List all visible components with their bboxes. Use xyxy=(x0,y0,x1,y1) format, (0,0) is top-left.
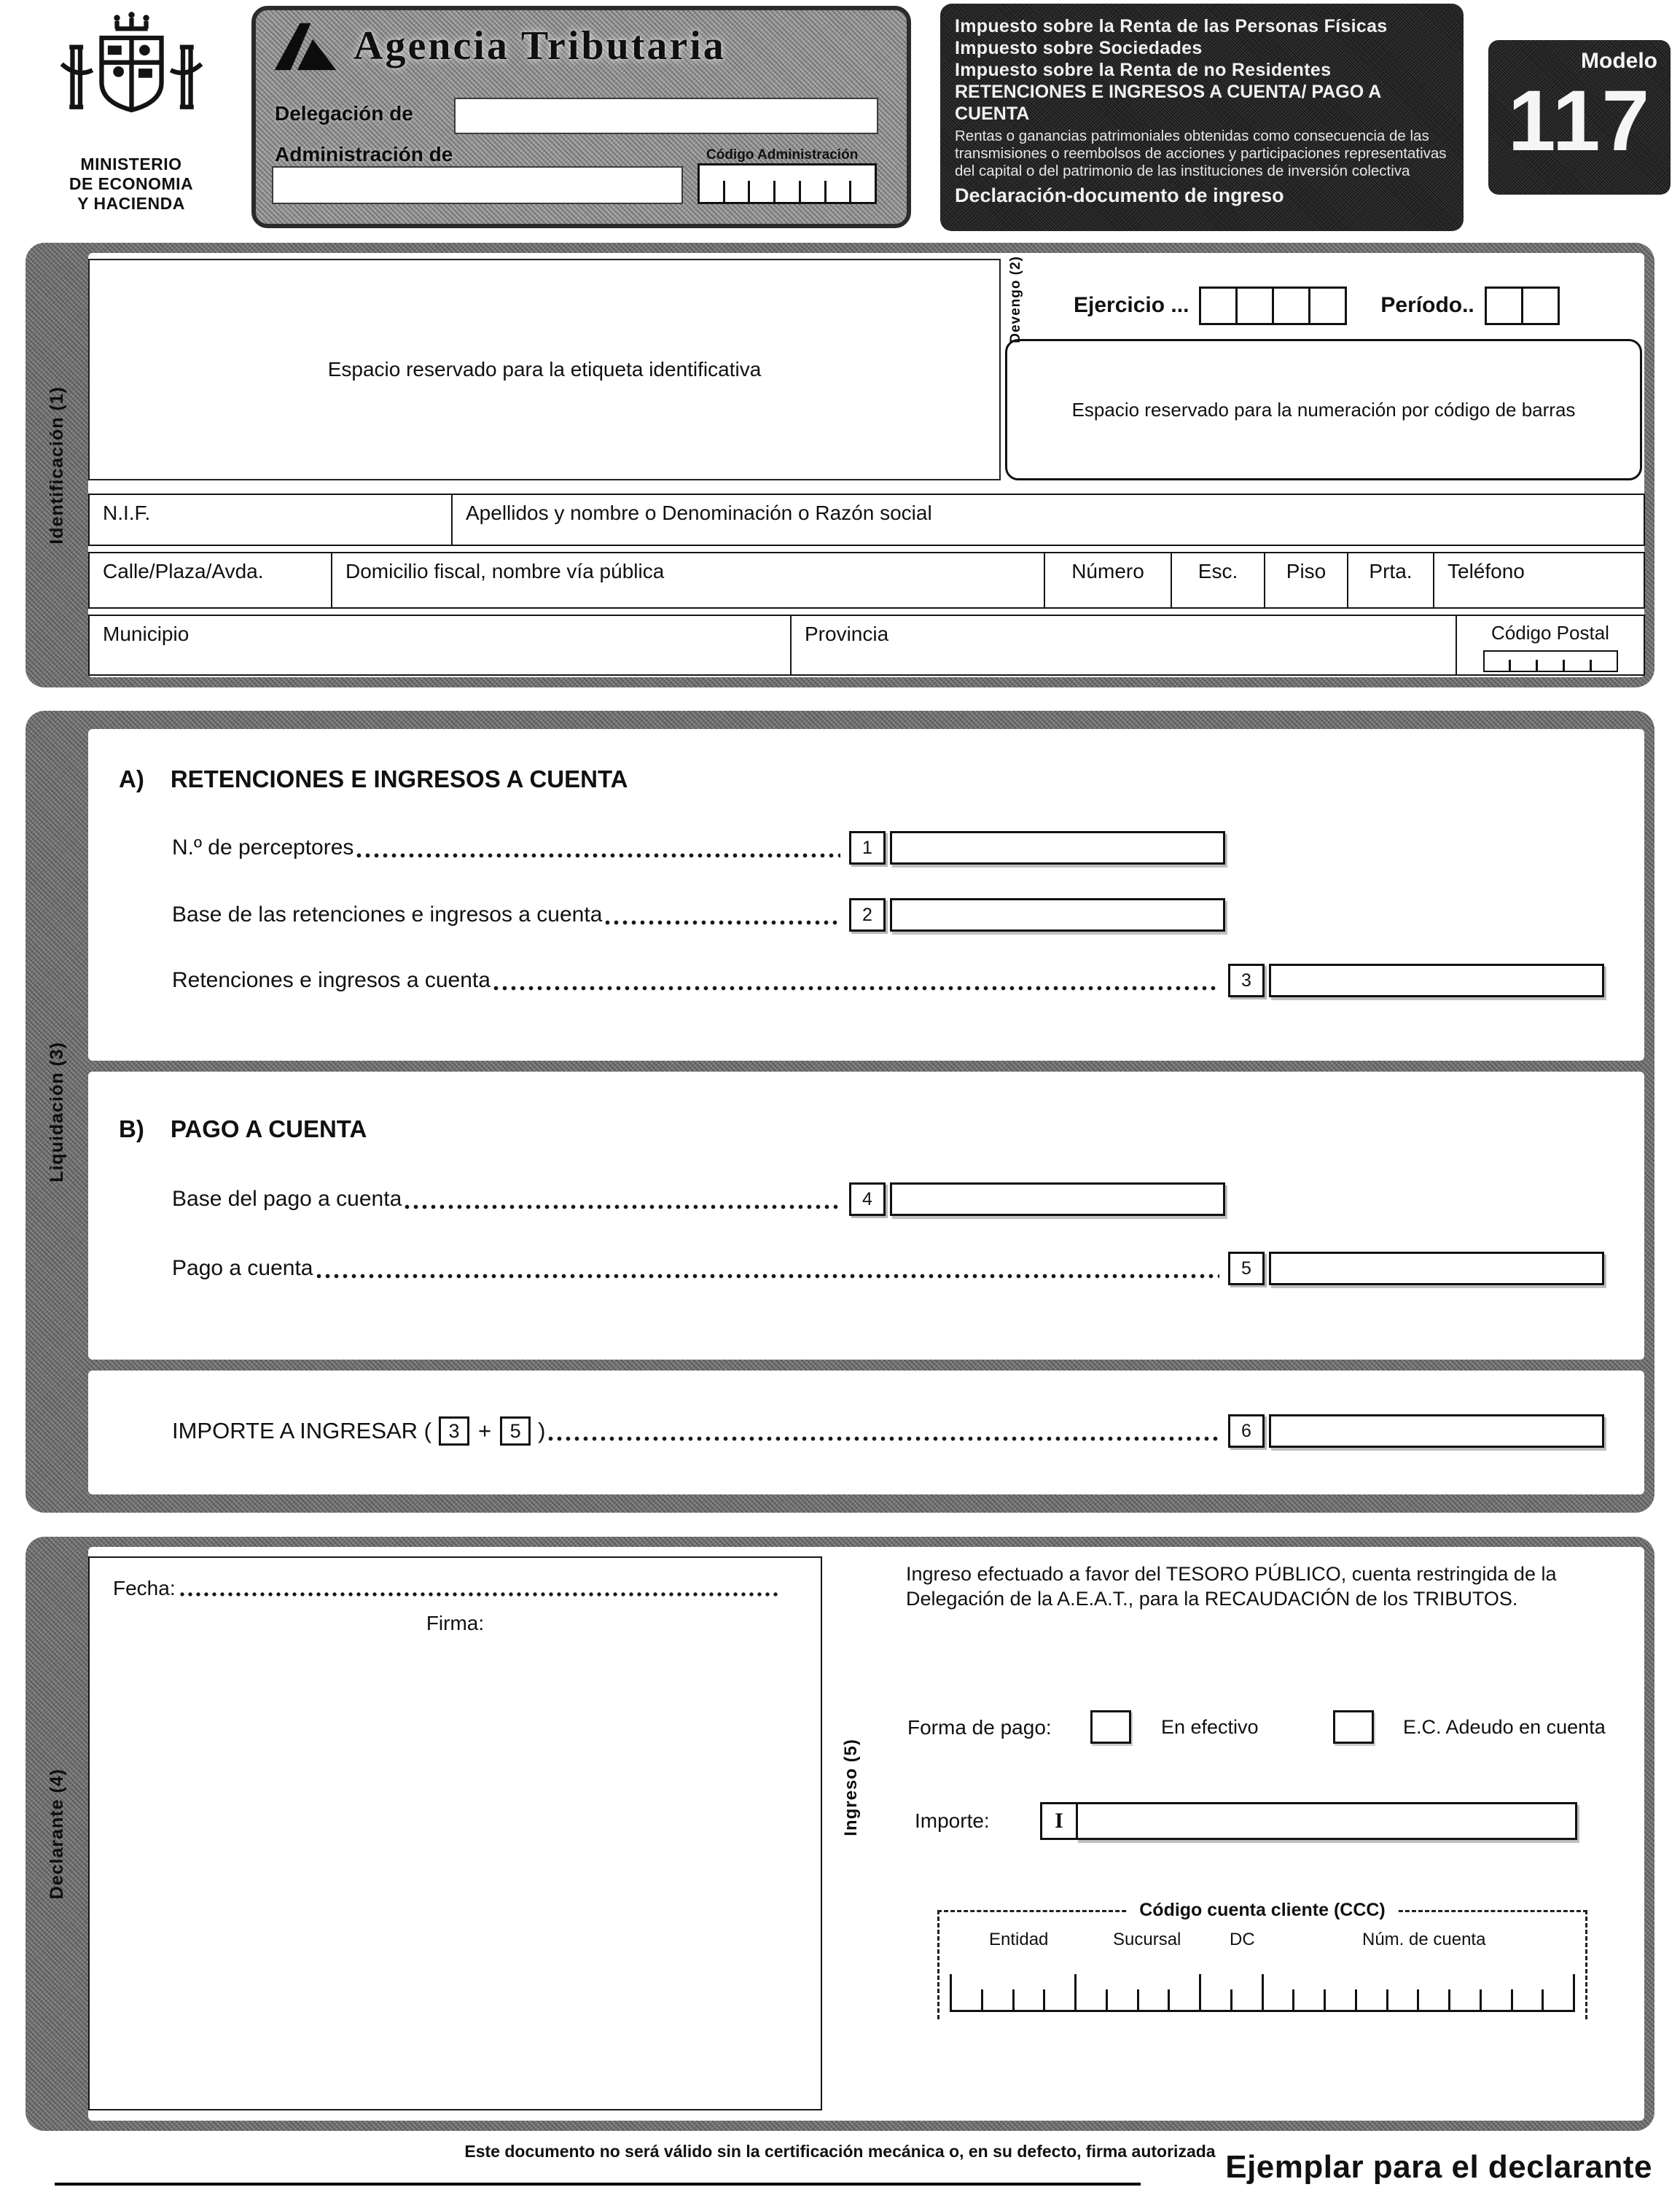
ejercicio-label: Ejercicio ... xyxy=(1074,293,1189,317)
comb-cell[interactable] xyxy=(1294,1974,1324,2010)
comb-cell[interactable] xyxy=(851,165,875,202)
municipio-label: Municipio xyxy=(103,623,190,645)
comb-cell[interactable] xyxy=(1201,1974,1230,2010)
fecha-row xyxy=(113,1574,788,1603)
comb-cell[interactable] xyxy=(1513,1974,1542,2010)
validity-note: Este documento no será válido sin la certificación mecánica o, en su defecto, firma autorizada xyxy=(464,2142,1216,2161)
modelo-box xyxy=(1488,40,1671,195)
section-a-letter: A) xyxy=(119,765,144,792)
sucursal-label: Sucursal xyxy=(1113,1930,1181,1949)
comb-cell[interactable] xyxy=(1045,1974,1074,2010)
efectivo-checkbox[interactable] xyxy=(1090,1710,1131,1744)
row-base-retenciones xyxy=(172,897,1604,933)
row-base-pago xyxy=(172,1181,1604,1217)
periodo-cells xyxy=(1485,286,1560,325)
codigo-administracion-comb xyxy=(698,163,877,204)
ingreso-side-text: Ingreso (5) xyxy=(841,1739,861,1836)
base-retenciones-label: Base de las retenciones e ingresos a cuenta xyxy=(172,903,603,927)
bottom-rule xyxy=(55,2183,1141,2186)
importe-currency-box: I xyxy=(1040,1802,1078,1840)
fecha-label: Fecha: xyxy=(113,1577,176,1599)
field-4-number: 4 xyxy=(849,1182,886,1216)
delegacion-input[interactable] xyxy=(454,98,878,134)
piso-label: Piso xyxy=(1286,560,1327,582)
periodo-label: Período.. xyxy=(1380,293,1474,317)
comb-cell[interactable] xyxy=(1388,1974,1418,2010)
nif-cell[interactable] xyxy=(88,494,453,546)
ccc-area xyxy=(937,1900,1587,2019)
comb-cell[interactable] xyxy=(1015,1974,1044,2010)
comb-cell[interactable] xyxy=(1485,652,1509,671)
retenciones-label: Retenciones e ingresos a cuenta xyxy=(172,968,491,992)
copy-label: Ejemplar para el declarante xyxy=(1225,2149,1652,2187)
entidad-label: Entidad xyxy=(989,1930,1049,1949)
comb-cell[interactable] xyxy=(983,1974,1012,2010)
dot-leader xyxy=(493,964,1219,997)
section-declarante xyxy=(26,1537,1654,2131)
comb-cell[interactable] xyxy=(1419,1974,1448,2010)
ejercicio-cell[interactable] xyxy=(1235,286,1274,325)
esc-label: Esc. xyxy=(1198,560,1238,582)
ingreso-side-label xyxy=(839,1685,864,1890)
row-importe-ingresar xyxy=(172,1413,1604,1449)
barcode-text: Espacio reservado para la numeración por código de barras xyxy=(1071,398,1576,421)
declarante-body xyxy=(88,1547,1644,2121)
section-a-title: RETENCIONES E INGRESOS A CUENTA xyxy=(170,765,628,792)
numero-label: Número xyxy=(1071,560,1144,582)
ejercicio-cell[interactable] xyxy=(1308,286,1347,325)
administracion-input[interactable] xyxy=(272,166,683,204)
comb-cell[interactable] xyxy=(1592,652,1617,671)
nif-row xyxy=(88,494,1645,546)
agency-title: Agencia Tributaria xyxy=(353,23,726,69)
importe-box xyxy=(88,1371,1644,1494)
comb-cell[interactable] xyxy=(1170,1974,1199,2010)
provincia-cell[interactable] xyxy=(790,615,1457,676)
calle-cell[interactable] xyxy=(88,552,332,609)
modelo-number: 117 xyxy=(1507,73,1652,169)
ingreso-notice: Ingreso efectuado a favor del TESORO PÚBLICO, cuenta restringida de la Delegación de la A.E.A.T., para la RECAUDACIÓN de los TRIBUTOS. xyxy=(906,1563,1557,1610)
perceptores-input[interactable] xyxy=(890,831,1225,865)
ejercicio-cells xyxy=(1199,286,1347,325)
base-pago-label: Base del pago a cuenta xyxy=(172,1187,402,1211)
ministry-line-2: DE ECONOMIA xyxy=(69,174,194,193)
apellidos-cell[interactable] xyxy=(451,494,1645,546)
comb-cell[interactable] xyxy=(1482,1974,1511,2010)
comb-cell[interactable] xyxy=(1565,652,1590,671)
comb-cell[interactable] xyxy=(1357,1974,1386,2010)
importe-ingresar-label: IMPORTE A INGRESAR ( xyxy=(172,1418,432,1443)
identificacion-body xyxy=(88,253,1644,677)
forma-pago-label: Forma de pago: xyxy=(907,1716,1052,1739)
ref-box-3: 3 xyxy=(439,1416,469,1446)
retenciones-box xyxy=(88,729,1644,1061)
ref-box-5: 5 xyxy=(500,1416,531,1446)
dot-leader xyxy=(548,1414,1219,1448)
adeudo-checkbox[interactable] xyxy=(1333,1710,1374,1744)
dot-leader xyxy=(605,898,840,932)
importe-label: Importe: xyxy=(915,1809,990,1832)
field-1-number: 1 xyxy=(849,831,886,865)
form-subject: RETENCIONES E INGRESOS A CUENTA/ PAGO A CUENTA xyxy=(955,82,1381,124)
row-retenciones xyxy=(172,962,1604,999)
dot-leader xyxy=(316,1252,1220,1285)
nif-label: N.I.F. xyxy=(103,502,151,524)
section-b-letter: B) xyxy=(119,1115,144,1142)
devengo-side-label xyxy=(1005,257,1027,342)
municipio-row xyxy=(88,615,1645,676)
dot-leader xyxy=(356,831,840,865)
comb-cell[interactable] xyxy=(952,1974,981,2010)
perceptores-label: N.º de perceptores xyxy=(172,835,354,859)
declarante-side-label xyxy=(26,1537,88,2131)
delegacion-label: Delegación de xyxy=(275,102,413,125)
ministry-block xyxy=(29,9,233,214)
calle-label: Calle/Plaza/Avda. xyxy=(103,560,264,582)
liquidacion-side-text: Liquidación (3) xyxy=(46,1041,67,1182)
comb-cell[interactable] xyxy=(1232,1974,1262,2010)
prta-label: Prta. xyxy=(1369,560,1413,582)
comb-cell[interactable] xyxy=(827,165,850,202)
pago-cuenta-box xyxy=(88,1072,1644,1360)
fecha-line xyxy=(180,1576,779,1601)
comb-cell[interactable] xyxy=(1326,1974,1355,2010)
firma-label: Firma: xyxy=(426,1612,485,1634)
dot-leader xyxy=(405,1182,840,1216)
liquidacion-side-label xyxy=(26,711,88,1513)
field-2-number: 2 xyxy=(849,898,886,932)
fecha-firma-area[interactable] xyxy=(88,1556,822,2110)
comb-cell[interactable] xyxy=(1139,1974,1168,2010)
comb-cell[interactable] xyxy=(750,165,773,202)
section-b-title: PAGO A CUENTA xyxy=(170,1115,367,1142)
comb-cell[interactable] xyxy=(1450,1974,1480,2010)
spain-coat-of-arms-icon xyxy=(50,9,214,155)
ejercicio-periodo-row xyxy=(1074,285,1560,326)
ccc-title: Código cuenta cliente (CCC) xyxy=(1128,1900,1397,1921)
ccc-comb xyxy=(950,1974,1575,2012)
comb-cell[interactable] xyxy=(801,165,824,202)
comb-cell[interactable] xyxy=(725,165,749,202)
domicilio-cell[interactable] xyxy=(331,552,1045,609)
agency-header-box xyxy=(251,6,911,228)
tax-concepts-box xyxy=(940,4,1464,231)
importe-input[interactable] xyxy=(1076,1802,1577,1840)
piso-cell[interactable] xyxy=(1264,552,1348,609)
prta-cell[interactable] xyxy=(1347,552,1434,609)
municipio-cell[interactable] xyxy=(88,615,792,676)
telefono-cell[interactable] xyxy=(1433,552,1645,609)
base-retenciones-input[interactable] xyxy=(890,898,1225,932)
section-liquidacion xyxy=(26,711,1654,1513)
comb-cell[interactable] xyxy=(700,165,723,202)
devengo-text: Devengo (2) xyxy=(1008,256,1023,343)
ministry-name xyxy=(29,155,233,214)
etiqueta-area xyxy=(88,259,1001,480)
identificacion-side-text: Identificación (1) xyxy=(46,386,67,545)
form-description: Rentas o ganancias patrimoniales obtenidas como consecuencia de las transmisiones o reembolsos de acciones y participaciones representativas del capital o del patrimonio de las instituciones de inversión colectiva xyxy=(955,128,1447,179)
ministry-line-3: Y HACIENDA xyxy=(77,194,185,213)
esc-cell[interactable] xyxy=(1171,552,1265,609)
periodo-cell[interactable] xyxy=(1521,286,1560,325)
ministry-line-1: MINISTERIO xyxy=(80,155,182,174)
comb-cell[interactable] xyxy=(1511,652,1536,671)
row-perceptores xyxy=(172,830,1604,866)
numero-cell[interactable] xyxy=(1044,552,1172,609)
tax-line-no-residentes: Impuesto sobre la Renta de no Residentes xyxy=(955,60,1332,80)
dc-label: DC xyxy=(1230,1930,1255,1949)
plus-sign: + xyxy=(478,1418,492,1443)
agency-title-row xyxy=(272,19,726,73)
administracion-label: Administración de xyxy=(275,143,453,165)
codigo-administracion-label: Código Administración xyxy=(706,147,859,163)
codigo-postal-label: Código Postal xyxy=(1491,622,1609,644)
close-paren: ) xyxy=(538,1418,546,1443)
adeudo-label: E.C. Adeudo en cuenta xyxy=(1403,1716,1606,1738)
telefono-label: Teléfono xyxy=(1447,560,1525,582)
identificacion-side-label xyxy=(26,243,88,687)
field-6-number: 6 xyxy=(1228,1414,1265,1448)
efectivo-label: En efectivo xyxy=(1161,1716,1259,1738)
tax-line-irpf: Impuesto sobre la Renta de las Personas Físicas xyxy=(955,16,1388,36)
importe-ingresar-input[interactable] xyxy=(1269,1414,1604,1448)
pago-cuenta-input[interactable] xyxy=(1269,1252,1604,1285)
comb-cell[interactable] xyxy=(1077,1974,1106,2010)
base-pago-input[interactable] xyxy=(890,1182,1225,1216)
domicilio-row xyxy=(88,552,1645,609)
tax-line-sociedades: Impuesto sobre Sociedades xyxy=(955,38,1203,58)
comb-cell[interactable] xyxy=(775,165,799,202)
codigo-postal-comb xyxy=(1483,650,1618,672)
barcode-area xyxy=(1005,339,1642,480)
section-identificacion xyxy=(26,243,1654,687)
apellidos-label: Apellidos y nombre o Denominación o Razón social xyxy=(466,502,932,524)
domicilio-label: Domicilio fiscal, nombre vía pública xyxy=(345,560,665,582)
comb-cell[interactable] xyxy=(1264,1974,1293,2010)
row-pago-cuenta xyxy=(172,1250,1604,1287)
field-5-number: 5 xyxy=(1228,1252,1265,1285)
pago-cuenta-label: Pago a cuenta xyxy=(172,1256,313,1280)
field-3-number: 3 xyxy=(1228,964,1265,997)
retenciones-input[interactable] xyxy=(1269,964,1604,997)
importe-row xyxy=(905,1802,1644,1840)
document-type: Declaración-documento de ingreso xyxy=(955,184,1284,206)
modelo-label: Modelo xyxy=(1581,49,1657,73)
comb-cell[interactable] xyxy=(1544,1974,1573,2010)
section-b-heading xyxy=(119,1115,367,1143)
ingreso-area xyxy=(905,1547,1644,2121)
comb-cell[interactable] xyxy=(1538,652,1563,671)
aeat-logo-icon xyxy=(272,19,339,73)
ejercicio-cell[interactable] xyxy=(1272,286,1310,325)
ejercicio-cell[interactable] xyxy=(1199,286,1238,325)
declarante-side-text: Declarante (4) xyxy=(46,1768,67,1900)
comb-cell[interactable] xyxy=(1108,1974,1137,2010)
etiqueta-text: Espacio reservado para la etiqueta identificativa xyxy=(327,358,762,381)
provincia-label: Provincia xyxy=(805,623,889,645)
forma-pago-row xyxy=(905,1710,1644,1747)
periodo-cell[interactable] xyxy=(1485,286,1523,325)
num-cuenta-label: Núm. de cuenta xyxy=(1362,1930,1486,1949)
codigo-postal-cell[interactable] xyxy=(1456,615,1645,676)
section-a-heading xyxy=(119,765,628,793)
